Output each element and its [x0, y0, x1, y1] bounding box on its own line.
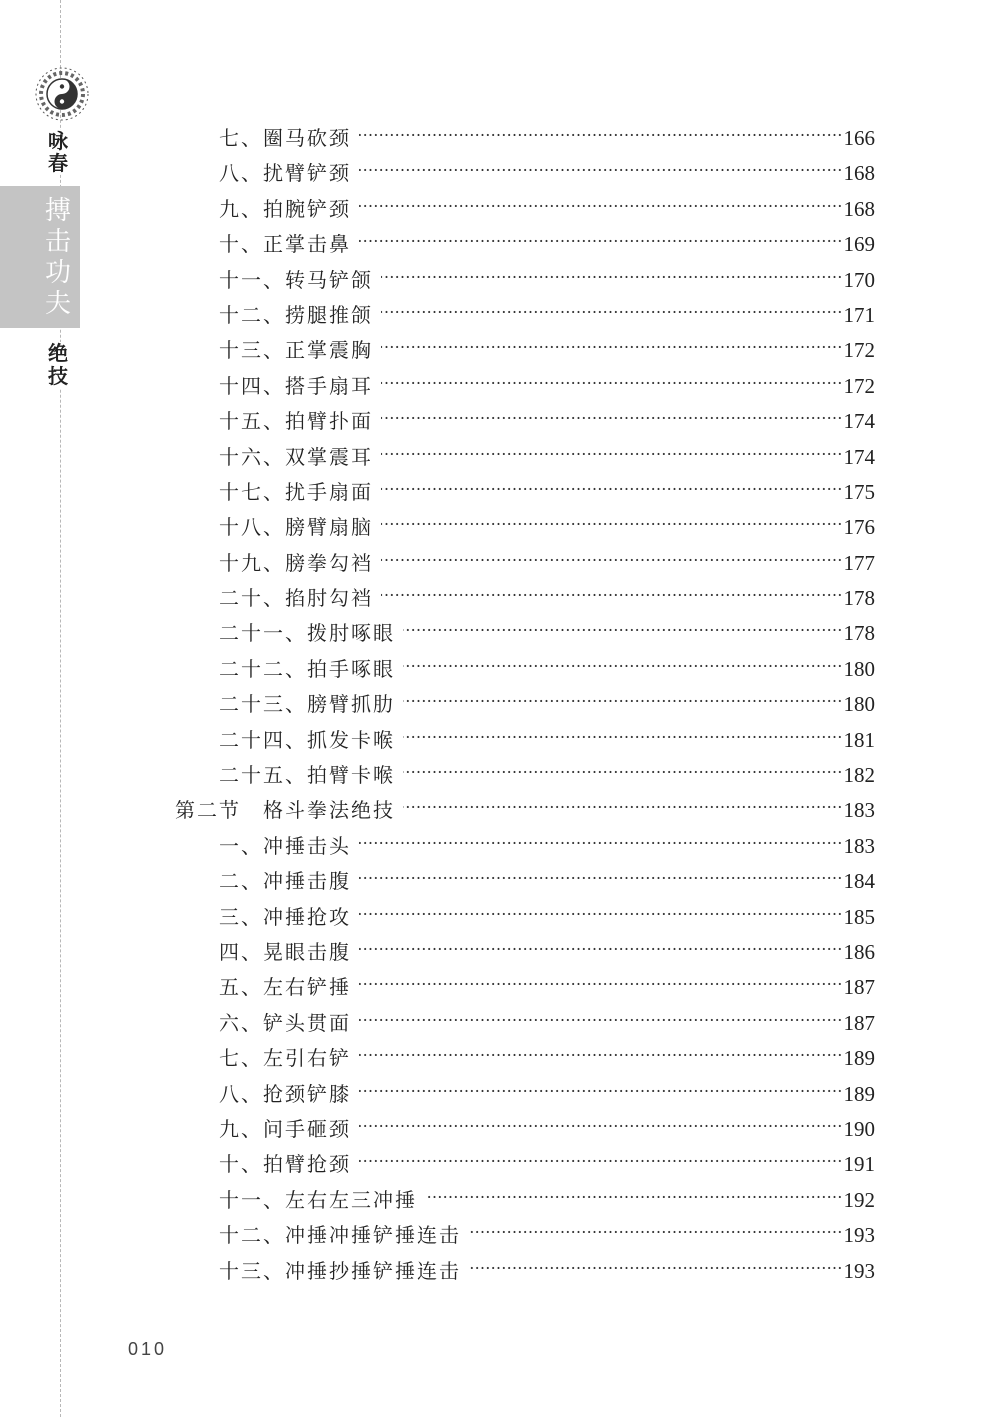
- toc-leader-dots: [381, 337, 843, 357]
- toc-entry: [175, 653, 875, 688]
- toc-leader-dots: [381, 514, 843, 534]
- toc-entry-page: 191: [843, 1152, 875, 1177]
- toc-leader-dots: [359, 1151, 843, 1171]
- toc-entry-title: 二十二、拍手啄眼: [219, 656, 395, 681]
- toc-entry: [175, 157, 875, 192]
- toc-entry-page: 168: [843, 161, 875, 186]
- toc-entry: [175, 1078, 875, 1113]
- toc-leader-dots: [403, 727, 843, 747]
- toc-entry-page: 180: [843, 692, 875, 717]
- toc-entry-title: 十三、冲捶抄捶铲捶连击: [219, 1258, 461, 1283]
- toc-entry-page: 175: [843, 479, 875, 504]
- toc-entry-page: 185: [843, 904, 875, 929]
- toc-entry-title: 二十五、拍臂卡喉: [219, 763, 395, 788]
- toc-entry: [175, 547, 875, 582]
- toc-entry: [175, 476, 875, 511]
- toc-entry-title: 十八、膀臂扇脑: [219, 515, 373, 540]
- toc-entry-title: 十七、扰手扇面: [219, 479, 373, 504]
- toc-entry-page: 174: [843, 409, 875, 434]
- toc-entry-page: 180: [843, 656, 875, 681]
- toc-entry-title: 第二节 格斗拳法绝技: [175, 798, 395, 823]
- toc-entry: [175, 370, 875, 405]
- toc-entry-page: 183: [843, 833, 875, 858]
- toc-entry-page: 176: [843, 515, 875, 540]
- toc-entry-title: 五、左右铲捶: [219, 975, 351, 1000]
- toc-leader-dots: [425, 1187, 843, 1207]
- toc-entry: [175, 228, 875, 263]
- toc-leader-dots: [381, 408, 843, 428]
- toc-entry-title: 九、拍腕铲颈: [219, 196, 351, 221]
- toc-entry-page: 187: [843, 975, 875, 1000]
- toc-entry-title: 七、左引右铲: [219, 1046, 351, 1071]
- toc-entry: [175, 193, 875, 228]
- toc-leader-dots: [381, 302, 843, 322]
- toc-entry-page: 171: [843, 302, 875, 327]
- toc-entry-title: 十二、捞腿推颌: [219, 302, 373, 327]
- toc-leader-dots: [359, 160, 843, 180]
- toc-entry-page: 187: [843, 1010, 875, 1035]
- toc-entry-title: 十二、冲捶冲捶铲捶连击: [219, 1223, 461, 1248]
- toc-entry-title: 十五、拍臂扑面: [219, 409, 373, 434]
- toc-entry-page: 168: [843, 196, 875, 221]
- toc-entry: [175, 582, 875, 617]
- toc-entry: [175, 1148, 875, 1183]
- toc-leader-dots: [403, 797, 843, 817]
- toc-entry-page: 172: [843, 338, 875, 363]
- toc-entry-title: 四、晃眼击腹: [219, 939, 351, 964]
- toc-entry-title: 十、正掌击鼻: [219, 232, 351, 257]
- toc-entry: [175, 405, 875, 440]
- toc-leader-dots: [359, 904, 843, 924]
- toc-entry: [175, 1184, 875, 1219]
- toc-entry-page: 192: [843, 1187, 875, 1212]
- toc-leader-dots: [403, 691, 843, 711]
- toc-entry-title: 十九、膀拳勾裆: [219, 550, 373, 575]
- toc-leader-dots: [469, 1222, 843, 1242]
- toc-leader-dots: [359, 1010, 843, 1030]
- toc-entry-page: 181: [843, 727, 875, 752]
- toc-entry-page: 182: [843, 763, 875, 788]
- toc-entry-title: 二十一、拨肘啄眼: [219, 621, 395, 646]
- toc-entry-title: 二十三、膀臂抓肋: [219, 692, 395, 717]
- toc-leader-dots: [381, 267, 843, 287]
- toc-leader-dots: [359, 868, 843, 888]
- toc-entry: [175, 1042, 875, 1077]
- toc-leader-dots: [403, 656, 843, 676]
- toc-entry-title: 一、冲捶击头: [219, 833, 351, 858]
- toc-leader-dots: [381, 444, 843, 464]
- toc-entry: [175, 122, 875, 157]
- toc-entry-page: 166: [843, 126, 875, 150]
- toc-entry-page: 189: [843, 1081, 875, 1106]
- toc-entry: [175, 617, 875, 652]
- toc-leader-dots: [359, 1081, 843, 1101]
- toc-entry: [175, 971, 875, 1006]
- toc-entry-title: 二十四、抓发卡喉: [219, 727, 395, 752]
- series-name: 咏春: [40, 130, 76, 174]
- toc-entry: [175, 1219, 875, 1254]
- book-title: 搏击功夫: [44, 196, 71, 319]
- book-subtitle: 绝技: [40, 342, 76, 388]
- toc-leader-dots: [381, 585, 843, 605]
- toc-leader-dots: [403, 620, 843, 640]
- toc-entry-title: 十、拍臂抢颈: [219, 1152, 351, 1177]
- toc-entry: [175, 334, 875, 369]
- toc-entry-page: 183: [843, 798, 875, 823]
- toc-leader-dots: [359, 231, 843, 251]
- toc-section-entry: [175, 794, 875, 829]
- toc-entry-title: 三、冲捶抢攻: [219, 904, 351, 929]
- toc-entry: [175, 264, 875, 299]
- toc-entry-title: 九、问手砸颈: [219, 1116, 351, 1141]
- toc-entry-page: 193: [843, 1258, 875, 1283]
- toc-entry: [175, 441, 875, 476]
- toc-entry: [175, 865, 875, 900]
- toc-entry-page: 184: [843, 869, 875, 894]
- toc-entry: [175, 936, 875, 971]
- toc-entry-page: 178: [843, 586, 875, 611]
- toc-entry-title: 十四、搭手扇耳: [219, 373, 373, 398]
- toc-entry: [175, 299, 875, 334]
- toc-entry-title: 十六、双掌震耳: [219, 444, 373, 469]
- toc-entry: [175, 1007, 875, 1042]
- toc-entry-title: 八、扰臂铲颈: [219, 161, 351, 186]
- toc-entry-title: 十一、左右左三冲捶: [219, 1187, 417, 1212]
- toc-entry-page: 169: [843, 232, 875, 257]
- toc-entry: [175, 759, 875, 794]
- toc-entry: [175, 724, 875, 759]
- yin-yang-emblem-icon: [34, 66, 90, 122]
- toc-entry-page: 170: [843, 267, 875, 292]
- toc-entry-page: 177: [843, 550, 875, 575]
- toc-entry-title: 十一、转马铲颌: [219, 267, 373, 292]
- toc-leader-dots: [403, 762, 843, 782]
- toc-leader-dots: [359, 196, 843, 216]
- toc-leader-dots: [469, 1258, 843, 1278]
- toc-entry-title: 六、铲头贯面: [219, 1010, 351, 1035]
- toc-entry: [175, 830, 875, 865]
- toc-leader-dots: [359, 974, 843, 994]
- toc-leader-dots: [381, 550, 843, 570]
- toc-entry-page: 174: [843, 444, 875, 469]
- toc-entry: [175, 1113, 875, 1148]
- page-number: 010: [128, 1339, 168, 1359]
- toc-entry-title: 二、冲捶击腹: [219, 869, 351, 894]
- toc-entry-title: 十三、正掌震胸: [219, 338, 373, 363]
- toc-leader-dots: [359, 833, 843, 853]
- toc-entry-page: 189: [843, 1046, 875, 1071]
- toc-entry-title: 七、圈马砍颈: [219, 126, 351, 150]
- toc-leader-dots: [381, 373, 843, 393]
- toc-leader-dots: [359, 1045, 843, 1065]
- toc-entry-page: 186: [843, 939, 875, 964]
- toc-entry: [175, 1255, 875, 1290]
- toc-entry: [175, 688, 875, 723]
- toc-entry: [175, 901, 875, 936]
- toc-leader-dots: [359, 1116, 843, 1136]
- toc-leader-dots: [359, 125, 843, 145]
- toc-leader-dots: [359, 939, 843, 959]
- toc-entry-title: 八、抢颈铲膝: [219, 1081, 351, 1106]
- toc-entry: [175, 511, 875, 546]
- toc-entry-page: 178: [843, 621, 875, 646]
- table-of-contents: [175, 122, 875, 1290]
- toc-entry-page: 172: [843, 373, 875, 398]
- toc-entry-title: 二十、掐肘勾裆: [219, 586, 373, 611]
- toc-entry-page: 193: [843, 1223, 875, 1248]
- toc-leader-dots: [381, 479, 843, 499]
- toc-entry-page: 190: [843, 1116, 875, 1141]
